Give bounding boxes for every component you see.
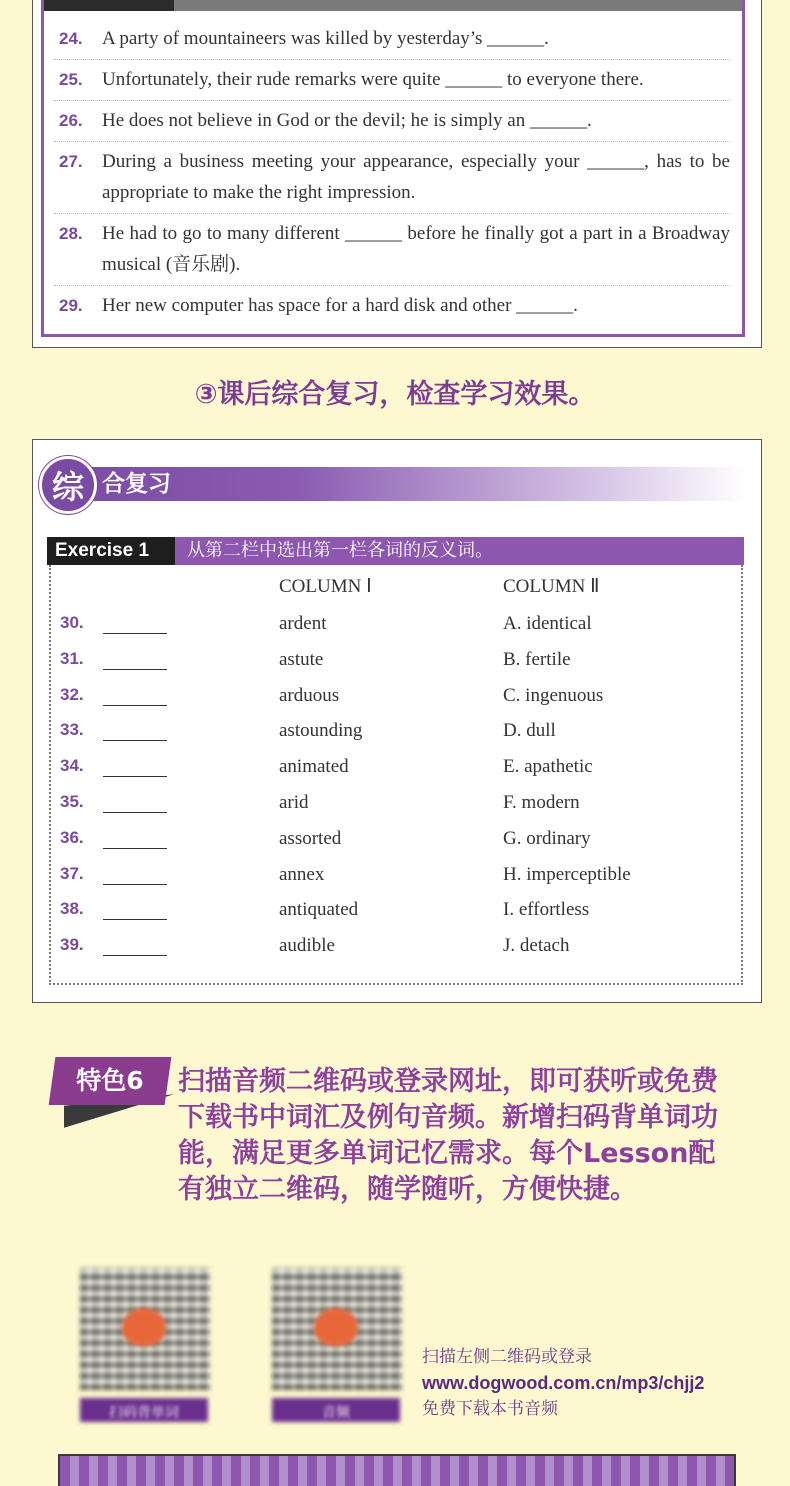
- answer-blank[interactable]: [103, 633, 167, 634]
- section-subheading: ③课后综合复习，检查学习效果。: [194, 379, 596, 410]
- question-item: [54, 286, 730, 326]
- qr-caption-vocab: 扫码背单词: [109, 1405, 179, 1421]
- column-1-word: arid: [279, 792, 309, 813]
- matching-row: [60, 613, 700, 643]
- question-text: He does not believe in God or the devil; he is simply an ______.: [102, 110, 592, 131]
- question-text: Unfortunately, their rude remarks were quite ______ to everyone there.: [102, 69, 644, 90]
- exercise-tag: Exercise 1: [47, 537, 175, 565]
- column-2-header: COLUMN Ⅱ: [503, 576, 600, 597]
- matching-number: 32.: [60, 684, 84, 704]
- column-1-header: COLUMN Ⅰ: [279, 576, 372, 597]
- answer-blank[interactable]: [103, 848, 167, 849]
- question-number: 24.: [59, 29, 83, 48]
- answer-blank[interactable]: [103, 705, 167, 706]
- question-number: 29.: [59, 296, 83, 315]
- column-2-option: B. fertile: [503, 648, 571, 670]
- column-1-word: animated: [279, 756, 349, 778]
- matching-number: 30.: [60, 613, 84, 632]
- column-1-word: astounding: [279, 720, 363, 742]
- question-text: Her new computer has space for a hard disk and other ______.: [102, 295, 578, 316]
- column-1-word: astute: [279, 648, 324, 670]
- question-item: [54, 60, 730, 101]
- column-1-word: audible: [279, 935, 335, 957]
- question-number: 28.: [59, 224, 83, 243]
- column-2-option: H. imperceptible: [503, 863, 631, 885]
- answer-blank[interactable]: [103, 740, 167, 741]
- matching-number: 39.: [60, 935, 84, 955]
- matching-number: 37.: [60, 863, 84, 883]
- answer-blank[interactable]: [103, 669, 167, 670]
- column-1-word: assorted: [279, 827, 342, 849]
- feature-tag: 特色6: [76, 1066, 144, 1095]
- matching-row: [60, 828, 700, 858]
- heart-logo-icon: [122, 1308, 166, 1346]
- answer-blank[interactable]: [103, 812, 167, 813]
- question-item: [54, 19, 730, 60]
- matching-row: [60, 649, 700, 679]
- column-2-option: D. dull: [503, 720, 556, 742]
- matching-row: [60, 899, 700, 929]
- review-circle-badge: 综: [39, 456, 97, 514]
- question-number: 26.: [59, 111, 83, 130]
- download-info: [422, 1344, 704, 1422]
- column-1-word: arduous: [279, 684, 340, 706]
- answer-blank[interactable]: [103, 955, 167, 956]
- feature-description: 扫描音频二维码或登录网址，即可获听或免费下载书中词汇及例句音频。新增扫码背单词功能，满足更多单词记忆需求。每个Lesson配有独立二维码，随学随听，方便快捷。: [178, 1066, 718, 1205]
- matching-row: [60, 720, 700, 750]
- review-title: 合复习: [102, 471, 171, 497]
- question-number: 25.: [59, 70, 83, 89]
- matching-number: 33.: [60, 720, 84, 740]
- column-1-word: annex: [279, 863, 325, 885]
- column-2-option: A. identical: [503, 613, 592, 634]
- column-1-word: ardent: [279, 613, 327, 634]
- column-2-option: I. effortless: [503, 899, 590, 921]
- exercise-panel-top: [32, 0, 762, 348]
- question-item: [54, 142, 730, 214]
- answer-blank[interactable]: [103, 884, 167, 885]
- exercise-bar: [47, 537, 744, 565]
- column-2-option: J. detach: [503, 935, 570, 957]
- question-text: During a business meeting your appearance, especially your ______, has to be appropriate to make the right impression.: [102, 151, 730, 203]
- matching-number: 36.: [60, 827, 84, 847]
- matching-number: 34.: [60, 756, 84, 776]
- matching-number: 35.: [60, 792, 84, 811]
- info-line-1: 扫描左侧二维码或登录: [422, 1347, 592, 1367]
- matching-number: 38.: [60, 899, 84, 919]
- question-text: He had to go to many different ______ before he finally got a part in a Broadway musical (音乐剧).: [102, 223, 730, 275]
- heart-logo-icon: [314, 1308, 358, 1346]
- exercise-panel-frame: [41, 0, 745, 337]
- matching-row: [60, 685, 700, 715]
- column-1-word: antiquated: [279, 899, 359, 921]
- matching-row: [60, 756, 700, 786]
- answer-blank[interactable]: [103, 776, 167, 777]
- matching-row: [60, 935, 700, 965]
- matching-row: [60, 792, 700, 822]
- matching-number: 31.: [60, 648, 84, 668]
- question-item: [54, 101, 730, 142]
- decorative-stripe-bar: [58, 1454, 736, 1486]
- exercise-header-bar: [44, 0, 742, 11]
- question-list: [54, 19, 730, 326]
- column-2-option: G. ordinary: [503, 827, 591, 849]
- exercise-header-tag: [44, 0, 174, 11]
- exercise-instruction: 从第二栏中选出第一栏各词的反义词。: [187, 540, 493, 561]
- matching-row: [60, 864, 700, 894]
- column-2-option: E. apathetic: [503, 756, 593, 778]
- answer-blank[interactable]: [103, 919, 167, 920]
- download-url-link[interactable]: www.dogwood.com.cn/mp3/chjj2: [422, 1373, 705, 1393]
- question-text: A party of mountaineers was killed by yesterday’s ______.: [102, 28, 549, 49]
- qr-caption-audio: 音频: [322, 1405, 350, 1421]
- question-item: [54, 214, 730, 286]
- info-line-3: 免费下载本书音频: [422, 1399, 558, 1419]
- column-2-option: C. ingenuous: [503, 684, 604, 706]
- column-2-option: F. modern: [503, 792, 580, 813]
- question-number: 27.: [59, 152, 83, 171]
